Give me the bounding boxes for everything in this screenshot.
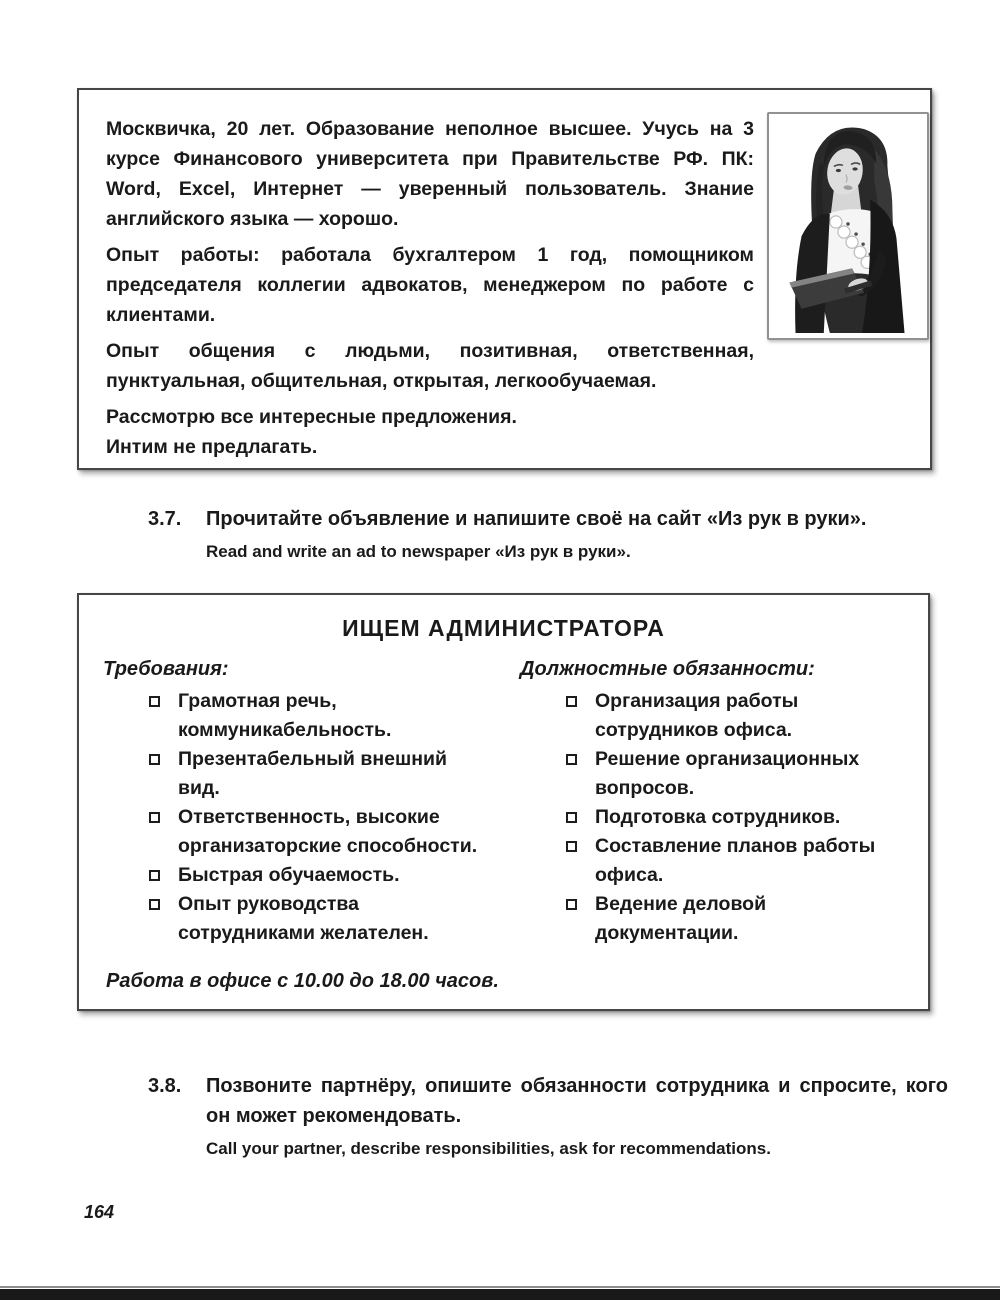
square-bullet-icon xyxy=(149,899,160,910)
square-bullet-icon xyxy=(149,696,160,707)
requirement-item xyxy=(149,890,479,948)
requirement-text: Презентабельный внешний вид. xyxy=(178,748,447,799)
square-bullet-icon xyxy=(566,899,577,910)
square-bullet-icon xyxy=(149,754,160,765)
requirement-item xyxy=(149,745,479,803)
exercise-number: 3.8. xyxy=(148,1075,182,1097)
page-number: 164 xyxy=(84,1202,115,1222)
exercise-body xyxy=(206,1071,948,1161)
page-edge-line xyxy=(0,1286,1000,1288)
square-bullet-icon xyxy=(566,841,577,852)
requirements-column xyxy=(103,658,520,948)
square-bullet-icon xyxy=(566,696,577,707)
duties-heading: Должностные обязанности: xyxy=(520,658,815,680)
resume-ad-text xyxy=(106,114,754,462)
exercise-task-ru: Прочитайте объявление и напишите своё на сайт «Из рук в руки». xyxy=(206,508,867,530)
duty-text: Решение организационных вопросов. xyxy=(595,748,860,799)
requirement-item xyxy=(149,803,479,861)
requirements-list xyxy=(103,687,520,948)
square-bullet-icon xyxy=(149,870,160,881)
duties-list xyxy=(520,687,904,948)
requirement-text: Опыт руководства сотрудниками желателен. xyxy=(178,893,429,944)
resume-paragraph: Опыт общения с людьми, позитивная, ответственная, пунктуальная, общительная, открытая, легкообучаемая. xyxy=(106,340,754,392)
woman-portrait-illustration xyxy=(774,119,922,333)
exercise-task-ru: Позвоните партнёру, опишите обязанности сотрудника и спросите, кого он может рекомендовать. xyxy=(206,1075,948,1127)
exercise-number: 3.7. xyxy=(148,508,182,530)
square-bullet-icon xyxy=(566,812,577,823)
exercise-task-en: Read and write an ad to newspaper «Из рук в руки». xyxy=(206,542,631,561)
resume-paragraph: Интим не предлагать. xyxy=(106,436,318,458)
duty-text: Составление планов работы офиса. xyxy=(595,835,876,886)
exercise-3-7 xyxy=(148,504,948,564)
resume-ad-box xyxy=(77,88,932,470)
duty-item xyxy=(566,687,904,745)
duty-item xyxy=(566,803,904,832)
requirements-heading: Требования: xyxy=(103,658,229,680)
square-bullet-icon xyxy=(149,812,160,823)
requirement-item xyxy=(149,687,479,745)
requirement-text: Ответственность, высокие организаторские способности. xyxy=(178,806,478,857)
exercise-task-en: Call your partner, describe responsibilities, ask for recommendations. xyxy=(206,1139,771,1158)
page-bottom-edge xyxy=(0,1289,1000,1300)
duty-item xyxy=(566,890,904,948)
resume-paragraph: Рассмотрю все интересные предложения. xyxy=(106,406,517,428)
job-ad-title: ИЩЕМ АДМИНИСТРАТОРА xyxy=(342,615,665,641)
square-bullet-icon xyxy=(566,754,577,765)
duty-text: Ведение деловой документации. xyxy=(595,893,767,944)
job-ad-columns xyxy=(103,658,904,948)
requirement-text: Грамотная речь, коммуникабельность. xyxy=(178,690,392,741)
resume-paragraph: Опыт работы: работала бухгалтером 1 год, помощником председателя коллегии адвокатов, менеджером по работе с клиентами. xyxy=(106,244,754,326)
duty-item xyxy=(566,745,904,803)
duty-text: Подготовка сотрудников. xyxy=(595,806,841,828)
duty-text: Организация работы сотрудников офиса. xyxy=(595,690,799,741)
resume-paragraph: Москвичка, 20 лет. Образование неполное высшее. Учусь на 3 курсе Финансового университета при Правительстве РФ. ПК: Word, Excel, Интернет — уверенный пользователь. Знание английского языка — хорошо. xyxy=(106,118,754,230)
exercise-body xyxy=(206,504,948,564)
requirement-item xyxy=(149,861,479,890)
requirement-text: Быстрая обучаемость. xyxy=(178,864,400,886)
duty-item xyxy=(566,832,904,890)
exercise-3-8 xyxy=(148,1071,948,1161)
duties-column xyxy=(520,658,904,948)
portrait-photo xyxy=(767,112,929,340)
job-ad-footer: Работа в офисе с 10.00 до 18.00 часов. xyxy=(106,970,499,992)
job-ad-box xyxy=(77,593,930,1011)
